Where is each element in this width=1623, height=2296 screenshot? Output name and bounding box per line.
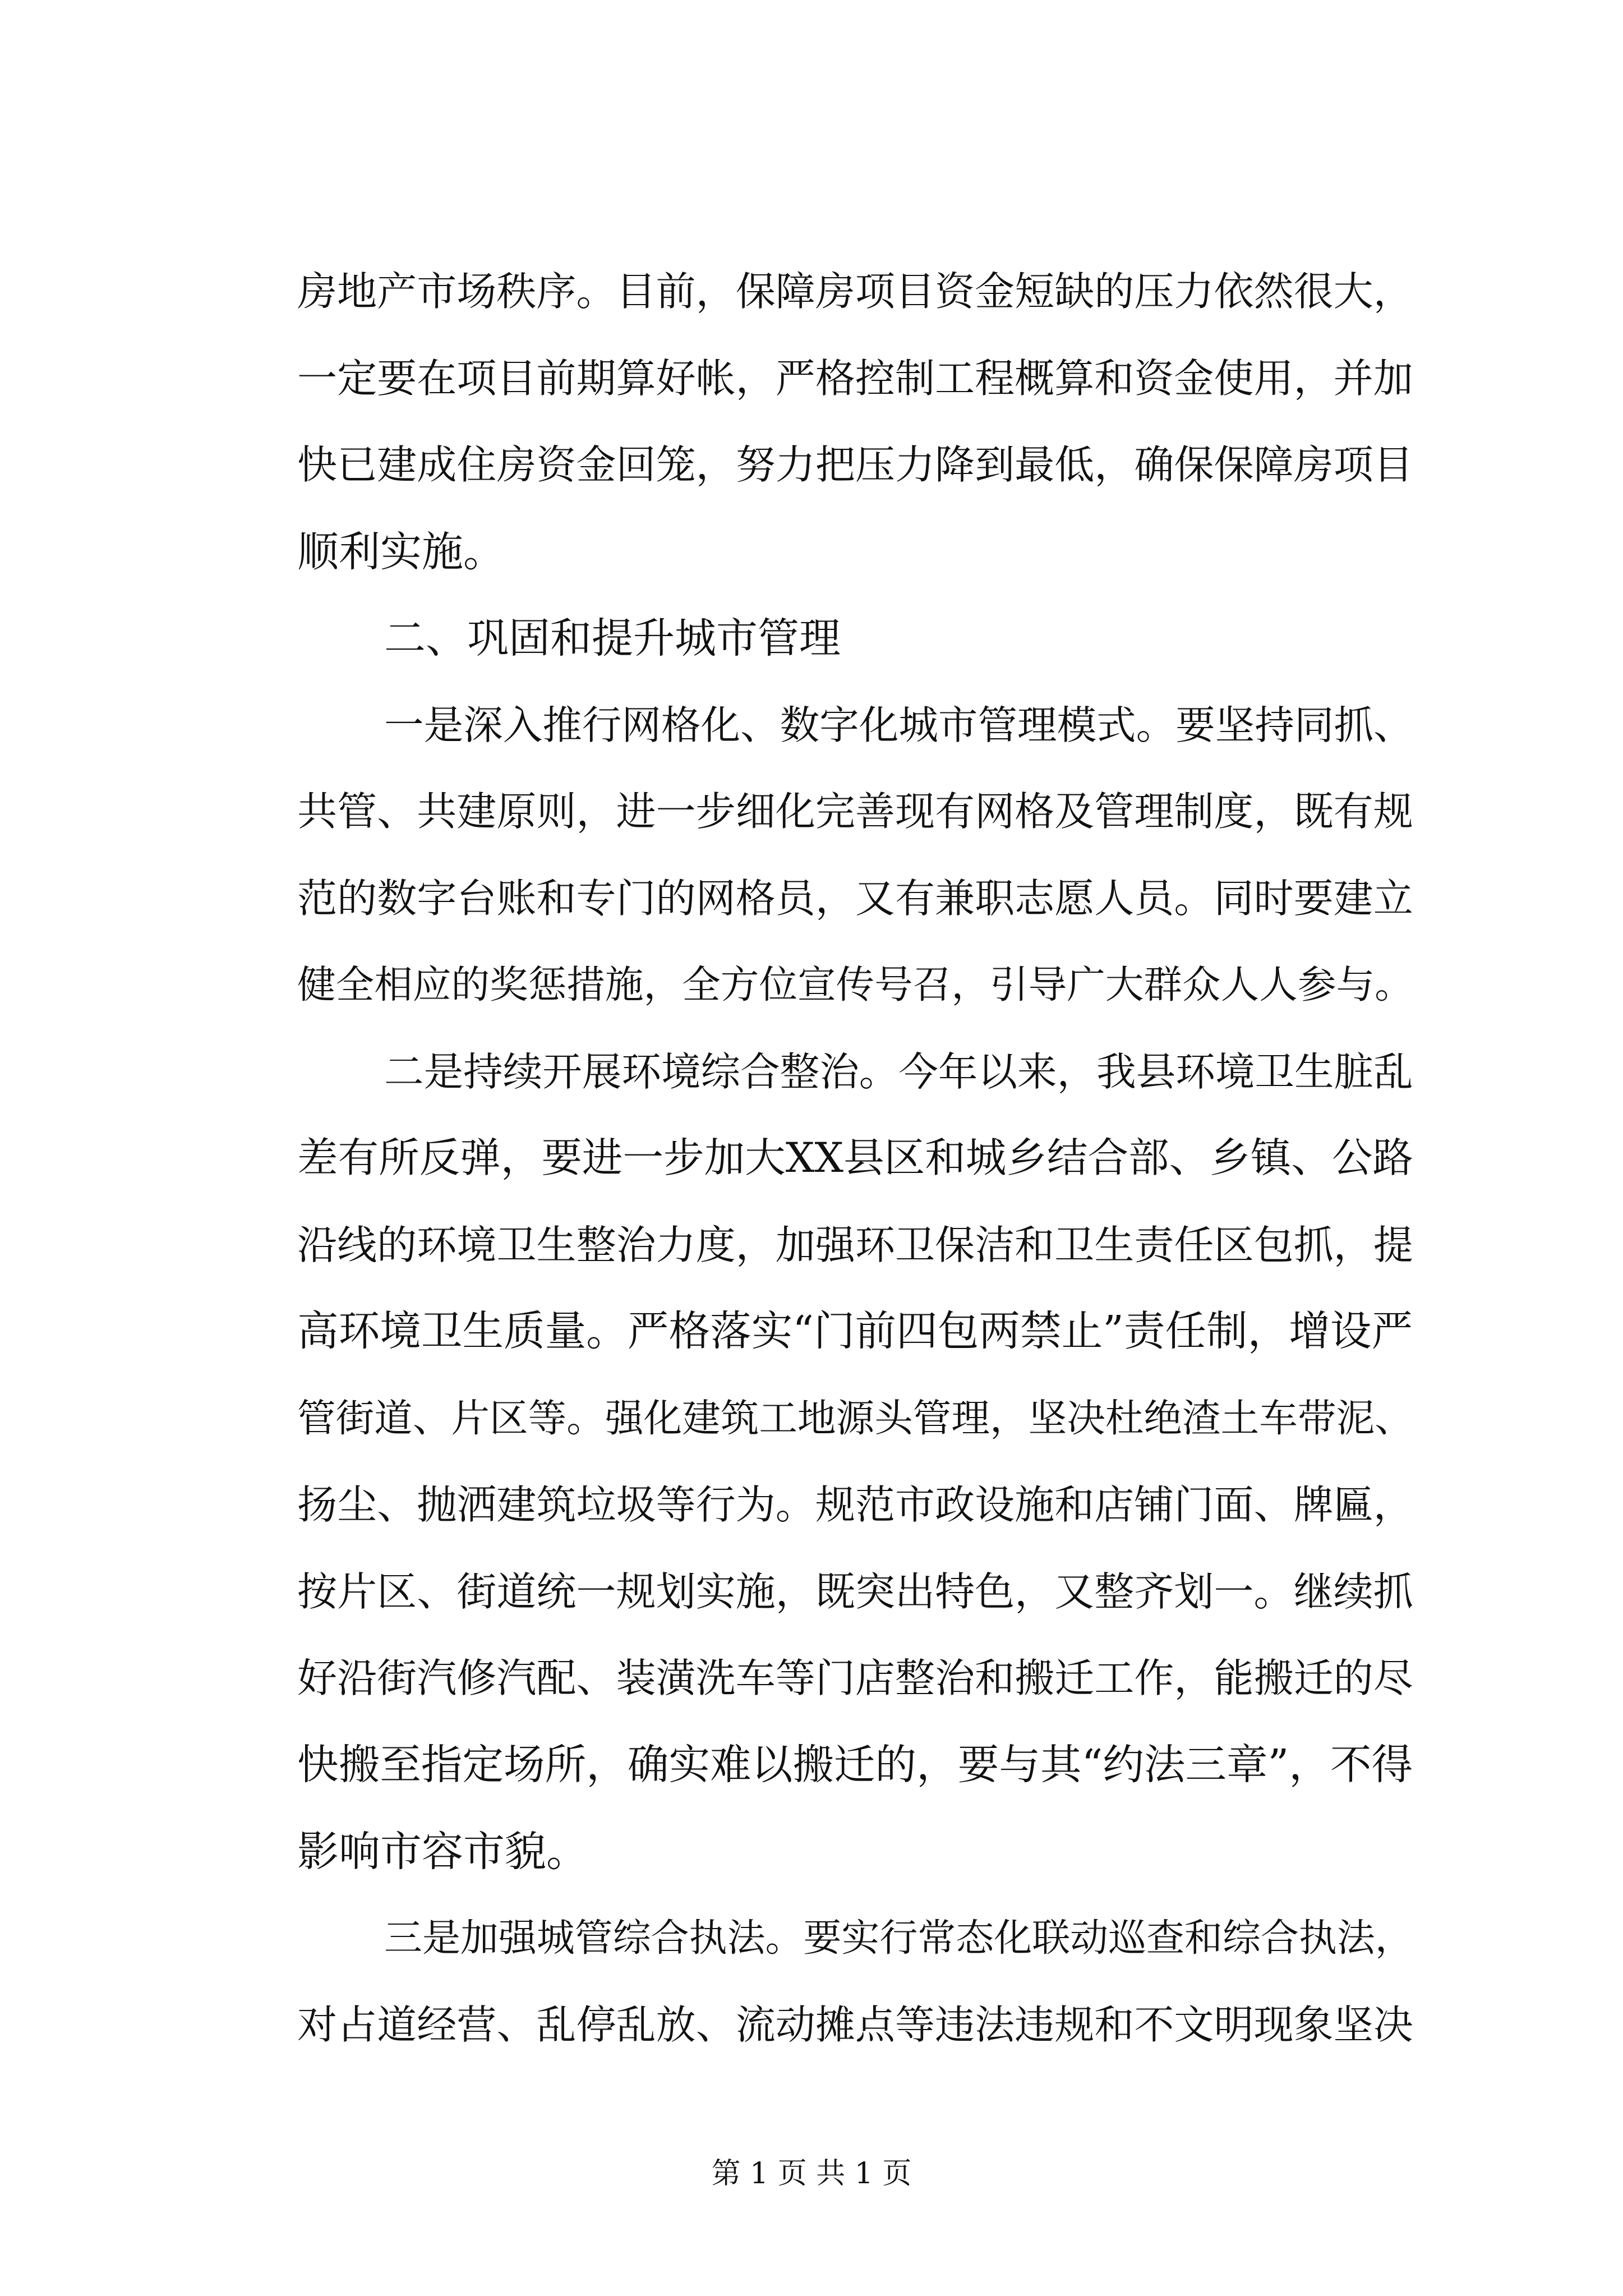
text-line: 扬尘、抛洒建筑垃圾等行为。规范市政设施和店铺门面、牌匾， <box>297 1481 1413 1528</box>
page-number: 第 1 页 共 1 页 <box>711 2157 912 2191</box>
section-heading: 二、巩固和提升城市管理 <box>384 614 841 662</box>
text-line: 二是持续开展环境综合整治。今年以来，我县环境卫生脏乱 <box>384 1048 1413 1095</box>
text-line: 影响市容市貌。 <box>297 1828 588 1876</box>
text-line: 差有所反弹，要进一步加大XX县区和城乡结合部、乡镇、公路 <box>297 1135 1413 1182</box>
text-line: 健全相应的奖惩措施，全方位宣传号召，引导广大群众人人参与。 <box>297 963 1413 1007</box>
text-line: 管街道、片区等。强化建筑工地源头管理，坚决杜绝渣土车带泥、 <box>297 1396 1413 1441</box>
text-line: 快搬至指定场所，确实难以搬迁的，要与其“约法三章”，不得 <box>297 1741 1413 1789</box>
text-line: 按片区、街道统一规划实施，既突出特色，又整齐划一。继续抓 <box>297 1568 1413 1615</box>
text-line: 范的数字台账和专门的网格员，又有兼职志愿人员。同时要建立 <box>297 875 1413 922</box>
text-line: 好沿街汽修汽配、装潢洗车等门店整治和搬迁工作，能搬迁的尽 <box>297 1655 1413 1701</box>
text-line: 一是深入推行网格化、数字化城市管理模式。要坚持同抓、 <box>384 702 1413 748</box>
text-line: 一定要在项目前期算好帐，严格控制工程概算和资金使用，并加 <box>297 355 1413 402</box>
text-line: 对占道经营、乱停乱放、流动摊点等违法违规和不文明现象坚决 <box>297 2001 1413 2048</box>
text-line: 三是加强城管综合执法。要实行常态化联动巡查和综合执法， <box>384 1916 1413 1961</box>
text-line: 房地产市场秩序。目前，保障房项目资金短缺的压力依然很大， <box>297 268 1413 315</box>
text-line: 共管、共建原则，进一步细化完善现有网格及管理制度，既有规 <box>297 788 1413 835</box>
text-line: 高环境卫生质量。严格落实“门前四包两禁止”责任制，增设严 <box>297 1308 1413 1355</box>
text-line: 顺利实施。 <box>297 528 505 576</box>
text-line: 快已建成住房资金回笼，努力把压力降到最低，确保保障房项目 <box>297 441 1413 488</box>
text-line: 沿线的环境卫生整治力度，加强环卫保洁和卫生责任区包抓，提 <box>297 1222 1413 1268</box>
